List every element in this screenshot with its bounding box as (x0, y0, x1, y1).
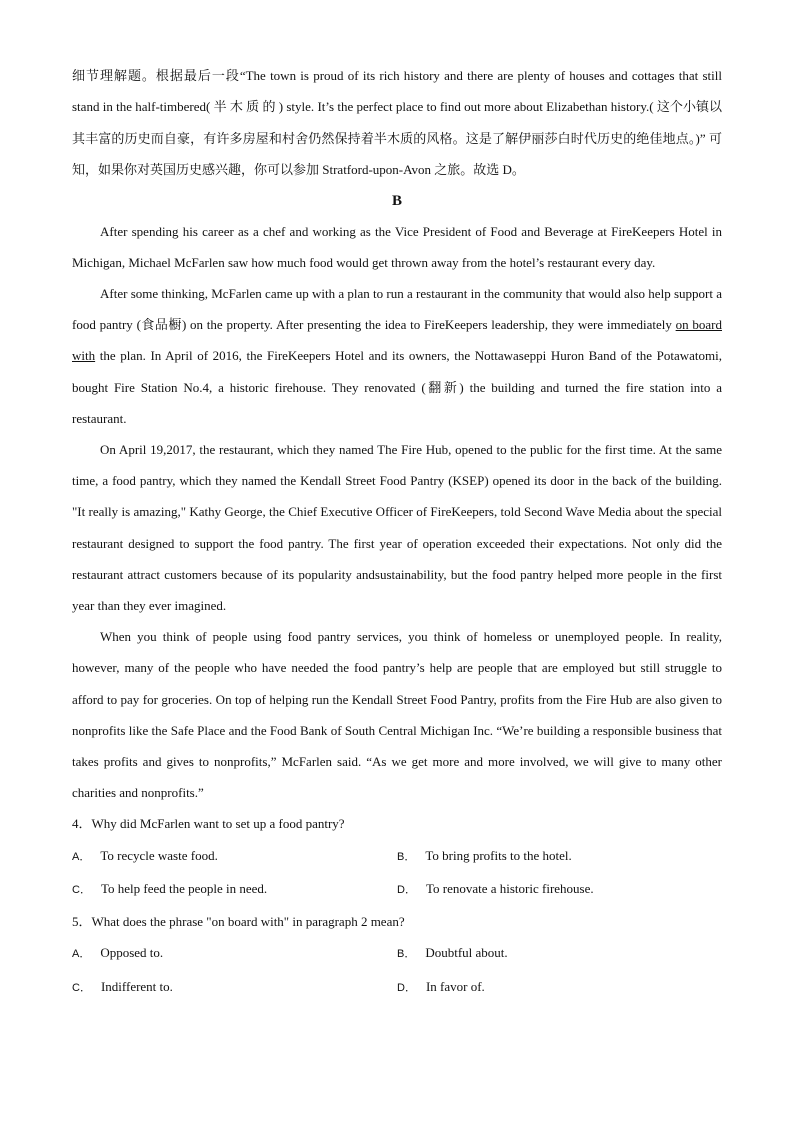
option-text: Doubtful about. (425, 945, 508, 961)
option-b (397, 840, 722, 873)
option-text: To bring profits to the hotel. (425, 847, 572, 863)
option-text: To help feed the people in need. (100, 880, 268, 896)
answer-explanation: 细节理解题。根据最后一段“The town is proud of its rich history and there are plenty of houses and cottages that still stand in the half-timbered( 半 木 质 的 ) style. It’s the perfect place to find out more about Elizabethan history.( 这个小镇以其丰富的历史而自豪，有许多房屋和村舍仍然保持着半木质的风格。这是了解伊丽莎白时代历史的绝佳地点。)” 可知，如果你对英国历史感兴趣，你可以参加 Stratford-upon-Avon 之旅。故选 D。 (72, 68, 722, 178)
option-text: Opposed to. (100, 945, 164, 961)
option-a (72, 840, 397, 873)
underlined-phrase: on board with (72, 317, 722, 364)
document-page (72, 60, 722, 1004)
question-5 (72, 906, 722, 1004)
option-d (397, 873, 722, 906)
option-letter: B． (397, 948, 416, 961)
passage-paragraph-4: When you think of people using food pantry services, you think of homeless or unemployed people. In reality, however, many of the people who have needed the food pantry’s help are people that are employed but still struggle to afford to pay for groceries. On top of helping run the Kendall Street Food Pantry, profits from the Fire Hub are also given to nonprofits like the Safe Place and the Food Bank of South Central Michigan Inc. “We’re building a responsible business that takes profits and gives to nonprofits,” McFarlen said. “As we get more and more involved, we will give to many other charities and nonprofits.” (72, 629, 722, 801)
option-letter: B． (397, 850, 416, 863)
option-text: To renovate a historic firehouse. (425, 880, 594, 896)
passage-paragraph-1: After spending his career as a chef and working as the Vice President of Food and Beverage at FireKeepers Hotel in Michigan, Michael McFarlen saw how much food would get thrown away from the hotel’s restaurant every day. (72, 223, 722, 270)
option-letter: C． (72, 981, 91, 994)
option-text: In favor of. (425, 978, 485, 994)
answer-options (72, 840, 722, 906)
section-title: B (391, 192, 402, 209)
answer-options (72, 937, 722, 1003)
option-letter: D． (397, 981, 416, 994)
option-text: To recycle waste food. (100, 847, 218, 863)
option-letter: C． (72, 883, 91, 896)
option-letter: A． (72, 948, 91, 961)
option-letter: D． (397, 883, 416, 896)
option-c (72, 873, 397, 906)
question-stem: 4．Why did McFarlen want to set up a food pantry? (72, 816, 345, 832)
option-d (397, 971, 722, 1004)
passage-paragraph-3: On April 19,2017, the restaurant, which they named The Fire Hub, opened to the public for the first time. At the same time, a food pantry, which they named the Kendall Street Food Pantry (KSEP) opened its door in the back of the building. "It really is amazing," Kathy George, the Chief Executive Officer of FireKeepers, told Second Wave Media about the special restaurant designed to support the food pantry. The first year of operation exceeded their expectations. Not only did the restaurant attract customers because of its popularity andsustainability, but the food pantry helped more people in the first year than they ever imagined. (72, 442, 722, 614)
paragraph-2-text-end: the plan. In April of 2016, the FireKeepers Hotel and its owners, the Nottawaseppi Huron Band of the Potawatomi, bought Fire Station No.4, a historic firehouse. They renovated (翻新) the building and turned the fire station into a restaurant. (72, 348, 722, 426)
question-stem: 5．What does the phrase "on board with" in paragraph 2 mean? (72, 914, 405, 930)
option-a (72, 937, 397, 970)
paragraph-2-text-start: After some thinking, McFarlen came up with a plan to run a restaurant in the community that would also help support a food pantry (食品橱) on the property. After presenting the idea to FireKeepers leadership, they were immediately (72, 286, 722, 333)
option-letter: A． (72, 850, 91, 863)
passage-paragraph-2 (72, 278, 722, 434)
option-text: Indifferent to. (100, 978, 173, 994)
option-c (72, 971, 397, 1004)
question-4 (72, 808, 722, 906)
option-b (397, 937, 722, 970)
